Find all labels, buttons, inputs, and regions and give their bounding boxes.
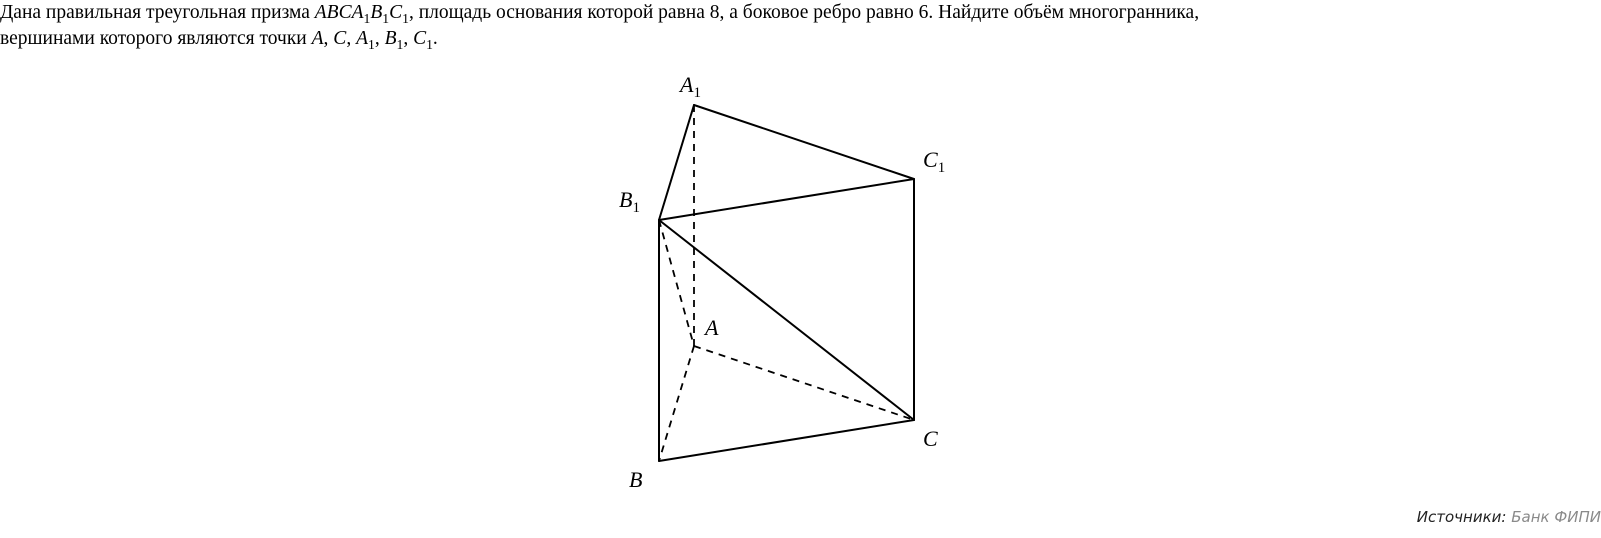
vertex-label-a: A xyxy=(705,315,719,340)
prism-diagram xyxy=(600,68,980,508)
separator: , xyxy=(346,28,357,49)
separator: , xyxy=(374,28,385,49)
prism-letter-b1: B xyxy=(370,2,383,23)
problem-text-1a: Дана правильная треугольная призма xyxy=(0,2,315,23)
period: . xyxy=(432,28,438,49)
edge-a-b-hidden xyxy=(659,346,694,461)
prism-sub-a1: 1 xyxy=(363,10,371,26)
point-b1: B xyxy=(384,28,397,49)
prism-letter-c: C xyxy=(338,2,352,23)
prism-sub-c1: 1 xyxy=(402,10,409,26)
edge-a1-b1 xyxy=(659,105,694,220)
point-c1-sub: 1 xyxy=(426,36,433,52)
problem-line-1 xyxy=(0,0,1600,26)
separator: , xyxy=(323,28,334,49)
point-c1: C xyxy=(413,28,427,49)
prism-letter-c1: C xyxy=(389,2,403,23)
edge-b-c xyxy=(659,420,914,461)
edge-b1-c1 xyxy=(659,179,914,220)
prism-name xyxy=(314,2,409,26)
edge-b1-a-hidden xyxy=(659,220,694,346)
prism-letter-a: A xyxy=(314,2,327,23)
edge-b1-c xyxy=(659,220,914,420)
vertex-label-c1: $C_1$ xyxy=(923,147,946,176)
point-a: A xyxy=(311,28,324,49)
source-link[interactable]: Банк ФИПИ xyxy=(1511,508,1601,526)
problem-text-1b: , площадь основания которой равна 8, а боковое ребро равно 6. Найдите объём многогранника, xyxy=(408,2,1200,23)
vertex-label-c: C xyxy=(923,426,938,451)
edge-a-c-hidden xyxy=(694,346,914,420)
prism-letter-b: B xyxy=(326,2,339,23)
point-a1-sub: 1 xyxy=(367,36,375,52)
point-b1-sub: 1 xyxy=(396,36,404,52)
point-a1: A xyxy=(356,28,368,49)
vertex-label-b: B xyxy=(629,467,643,492)
edge-a1-c1 xyxy=(694,105,914,179)
prism-letter-a1: A xyxy=(351,2,364,23)
point-c: C xyxy=(333,28,347,49)
problem-line-2 xyxy=(0,26,1600,52)
vertex-list xyxy=(311,28,438,52)
problem-statement xyxy=(0,0,1600,52)
prism-figure xyxy=(600,68,980,508)
source-label: Источники: xyxy=(1416,508,1512,526)
problem-text-2a: вершинами которого являются точки xyxy=(0,28,312,49)
separator: , xyxy=(403,28,414,49)
vertex-label-a1: $A_1$ xyxy=(680,72,701,101)
prism-sub-b1: 1 xyxy=(382,10,390,26)
source-attribution xyxy=(1417,508,1601,526)
vertex-label-b1: $B_1$ xyxy=(619,187,640,216)
